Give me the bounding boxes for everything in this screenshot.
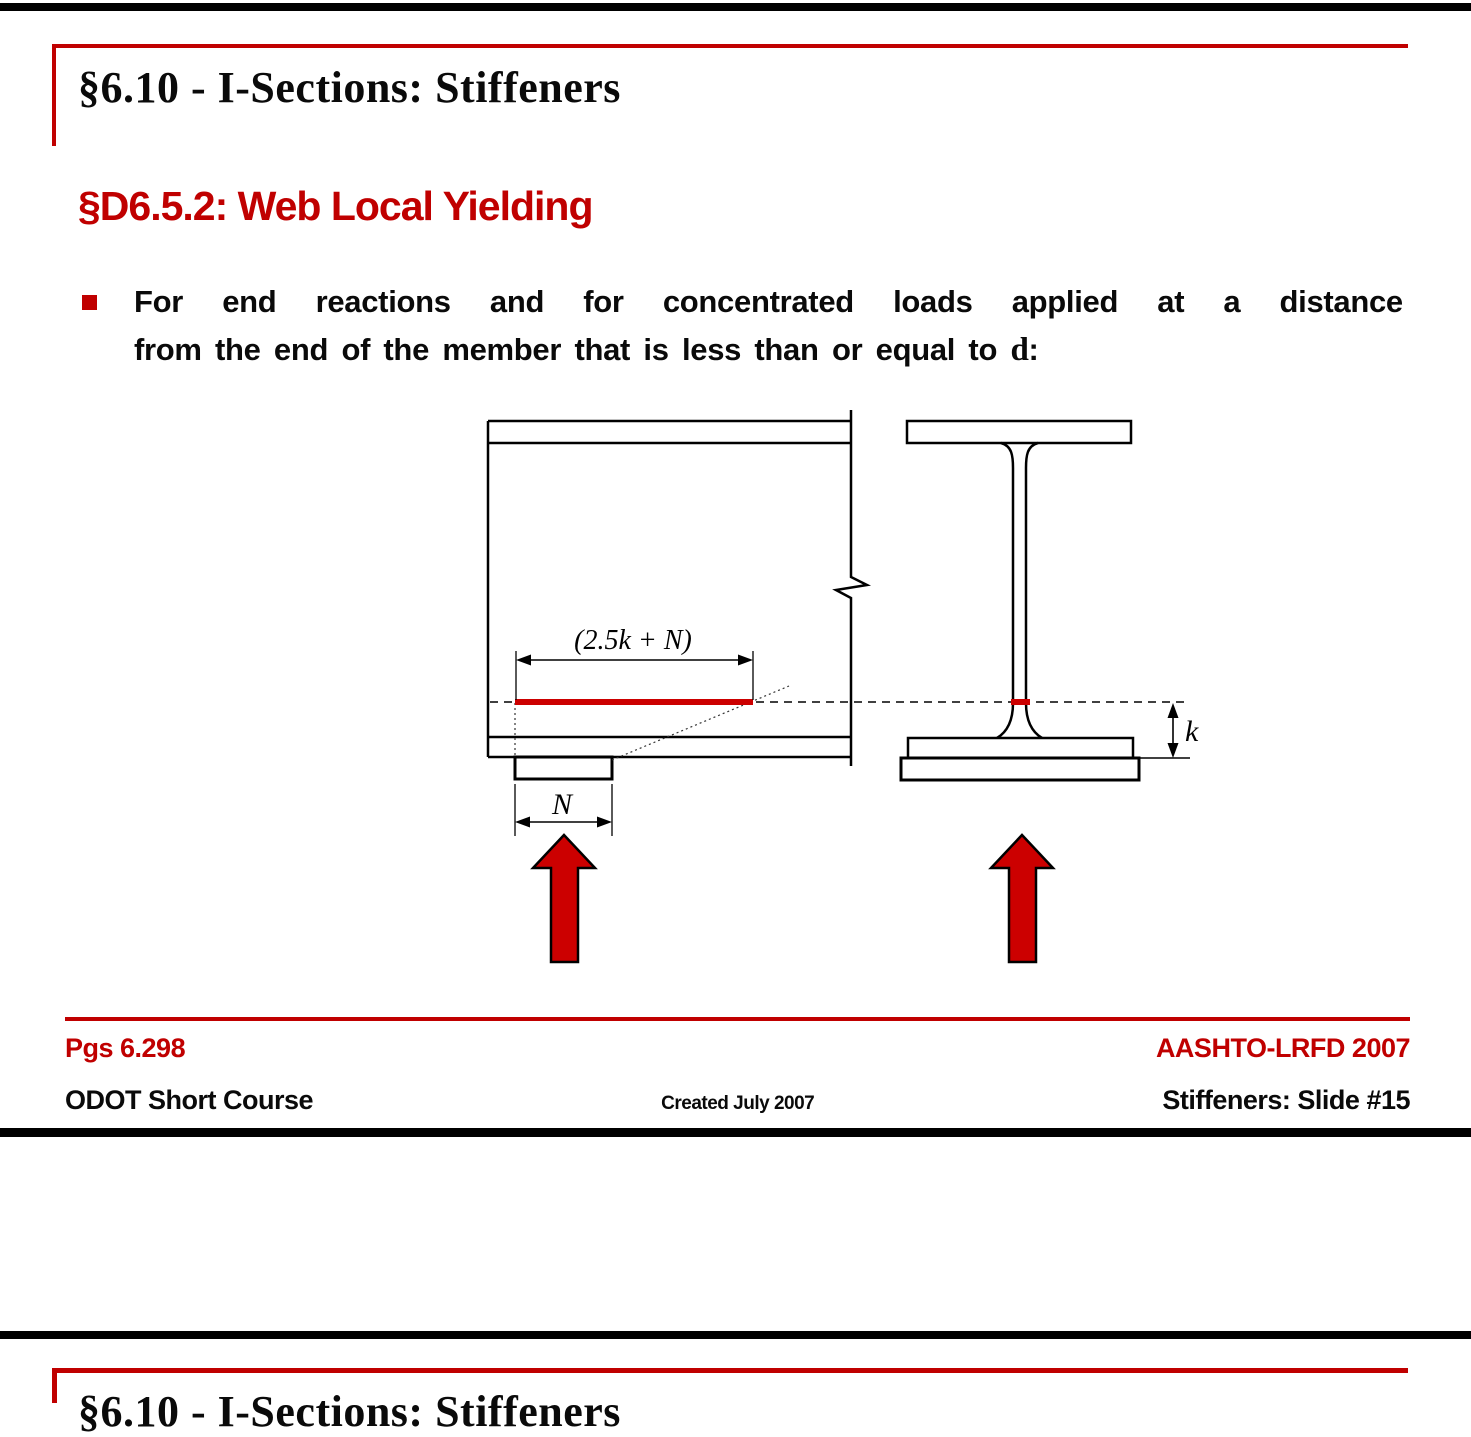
dim-k-label: k <box>1185 715 1199 748</box>
i-section-cross-view <box>901 421 1139 780</box>
web-local-yielding-diagram <box>440 398 1220 980</box>
slide-title: §6.10 - I-Sections: Stiffeners <box>78 63 621 112</box>
next-slide-title-partial: §6.10 - I-Sections: Stiffeners <box>78 1387 621 1436</box>
bullet-paragraph <box>134 278 1403 374</box>
arrowhead-down <box>1168 743 1179 758</box>
math-symbol-d: d <box>1010 332 1029 368</box>
slide-divider-band-top <box>0 1128 1471 1137</box>
web-left-edge <box>997 443 1013 738</box>
dim-n-label: N <box>551 788 573 821</box>
bearing-plate-section <box>901 758 1139 780</box>
arrowhead-right <box>738 655 753 666</box>
arrowhead-right <box>597 817 612 828</box>
load-arrow-left <box>533 835 595 962</box>
dim-k <box>1140 703 1199 758</box>
load-distribution-dotted-line <box>612 686 789 760</box>
footer-spec-ref: AASHTO-LRFD 2007 <box>1155 1033 1410 1063</box>
bullet-suffix: : <box>1028 332 1039 367</box>
top-flange <box>907 421 1131 443</box>
bullet-line-2-text: from the end of the member that is less than or equal to <box>134 332 998 367</box>
bearing-plate-elevation <box>515 757 612 779</box>
section-heading: §D6.5.2: Web Local Yielding <box>78 183 593 229</box>
footer-rule <box>65 1017 1410 1021</box>
top-border-bar <box>0 3 1471 11</box>
bullet-marker <box>82 295 97 310</box>
title-rule-vertical <box>52 44 56 146</box>
footer-created: Created July 2007 <box>661 1093 815 1114</box>
bullet-line-2 <box>134 326 1403 374</box>
arrowhead-left <box>515 817 530 828</box>
bottom-flange <box>908 738 1133 758</box>
break-line <box>836 410 867 766</box>
footer-course: ODOT Short Course <box>65 1085 314 1115</box>
footer-page-ref: Pgs 6.298 <box>65 1033 186 1063</box>
footer-slide-ref: Stiffeners: Slide #15 <box>1162 1085 1410 1115</box>
slide-divider-band-bottom <box>0 1331 1471 1339</box>
web-right-edge <box>1026 443 1042 738</box>
arrowhead-left <box>516 655 531 666</box>
next-slide-title-rule-vertical <box>52 1368 57 1403</box>
dim-bearing-label: (2.5k + N) <box>574 625 692 656</box>
bullet-line-1: For end reactions and for concentrated loads applied at a distance <box>134 284 1403 319</box>
arrowhead-up <box>1168 703 1179 718</box>
dim-N <box>515 784 612 836</box>
beam-elevation-view <box>488 410 867 779</box>
load-arrow-right <box>991 835 1053 962</box>
footer-row-2 <box>65 1085 1410 1116</box>
title-rule-horizontal <box>52 44 1408 48</box>
next-slide-title-rule-horizontal <box>52 1368 1408 1373</box>
footer-row-1 <box>65 1033 1410 1064</box>
dim-2.5k-plus-N <box>516 625 753 700</box>
